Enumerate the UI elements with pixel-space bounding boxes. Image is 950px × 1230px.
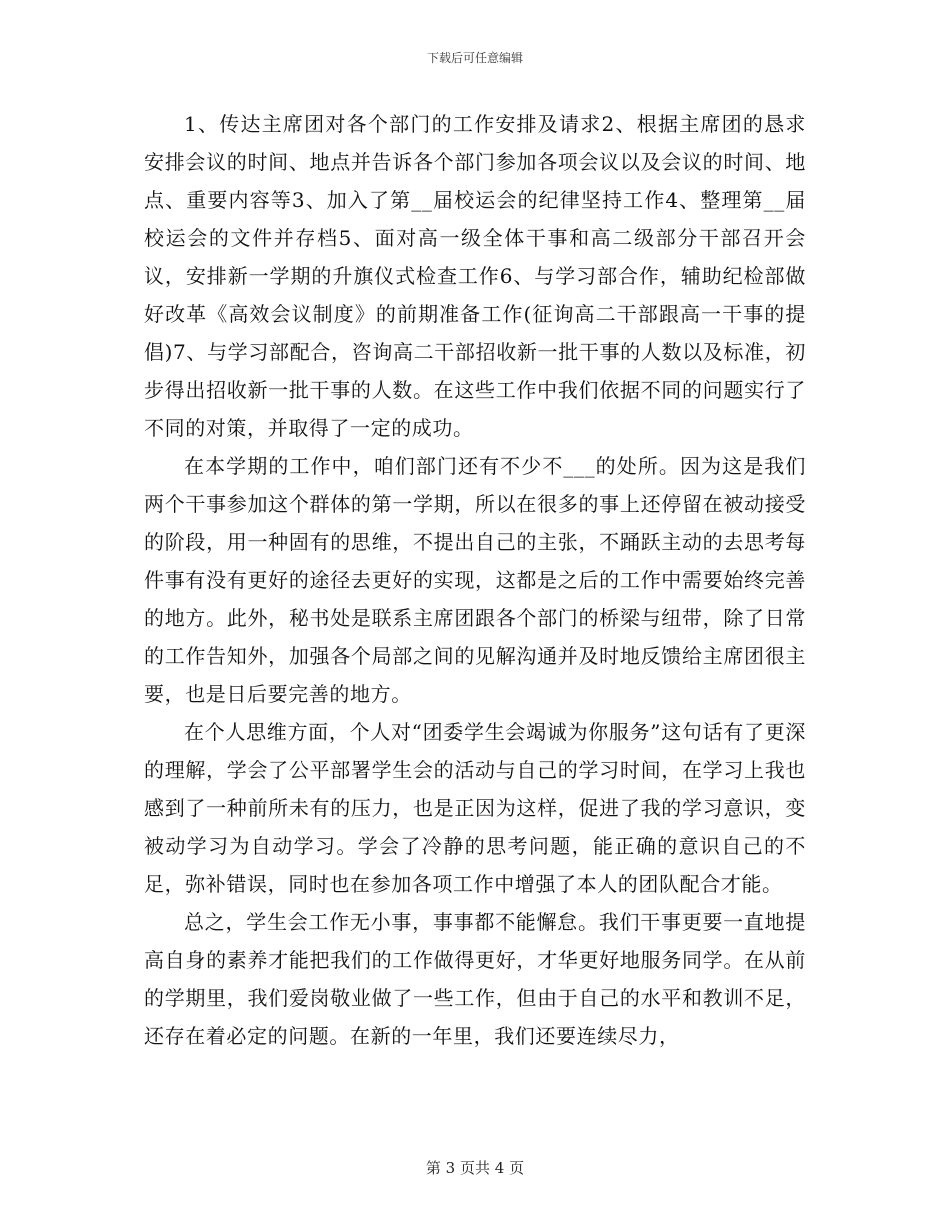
paragraph-summary: 总之，学生会工作无小事，事事都不能懈怠。我们干事更要一直地提高自身的素养才能把我们的工作做得更好，才华更好地服务同学。在从前的学期里，我们爱岗敬业做了一些工作，但由于自己的水平和教训不足，还存在着必定的问题。在新的一年里，我们还要连续尽力， <box>144 910 806 1048</box>
page-footer: 第 3 页共 4 页 <box>425 1159 525 1177</box>
paragraph-work-list: 1、传达主席团对各个部门的工作安排及请求2、根据主席团的恳求安排会议的时间、地点并告诉各个部门参加各项会议以及会议的时间、地点、重要内容等3、加入了第__届校运会的纪律坚持工作4、整理第__届校运会的文件并存档5、面对高一级全体干事和高二级部分干部召开会议，安排新一学期的升旗仪式检查工作6、与学习部合作，辅助纪检部做好改革《高效会议制度》的前期准备工作(征询高二干部跟高一干事的提倡)7、与学习部配合，咨询高二干部招收新一批干事的人数以及标准，初步得出招收新一批干事的人数。在这些工作中我们依据不同的问题实行了不同的对策，并取得了一定的成功。 <box>144 112 806 440</box>
paragraph-personal-thoughts: 在个人思维方面，个人对“团委学生会竭诚为你服务”这句话有了更深的理解，学会了公平部署学生会的活动与自己的学习时间，在学习上我也感到了一种前所未有的压力，也是正因为这样，促进了我的学习意识，变被动学习为自动学习。学会了冷静的思考问题，能正确的意识自己的不足，弥补错误，同时也在参加各项工作中增强了本人的团队配合才能。 <box>144 720 806 896</box>
page-header: 下载后可任意编辑 <box>426 51 523 65</box>
paragraph-shortcomings: 在本学期的工作中，咱们部门还有不少不___的处所。因为这是我们两个干事参加这个群体的第一学期，所以在很多的事上还停留在被动接受的阶段，用一种固有的思维，不提出自己的主张，不踊跃主动的去思考每件事有没有更好的途径去更好的实现，这都是之后的工作中需要始终完善的地方。此外，秘书处是联系主席团跟各个部门的桥梁与纽带，除了日常的工作告知外，加强各个局部之间的见解沟通并及时地反馈给主席团很主要，也是日后要完善的地方。 <box>144 454 806 706</box>
document-body <box>144 105 806 1055</box>
